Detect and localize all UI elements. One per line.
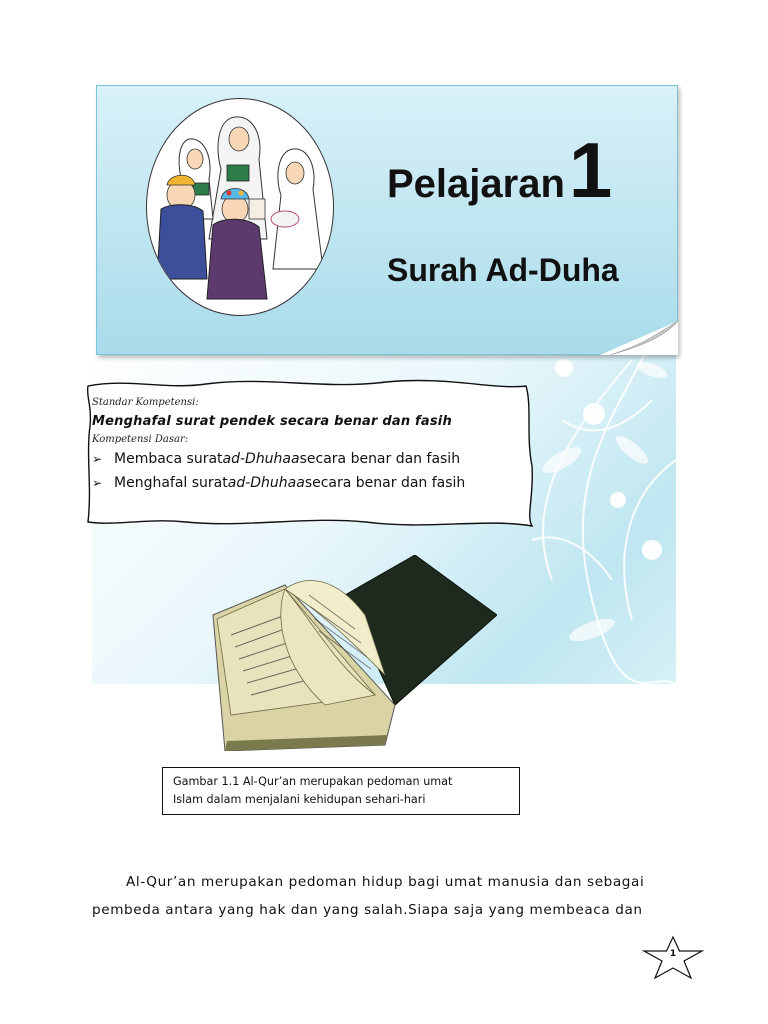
caption-line-2: Islam dalam menjalani kehidupan sehari-hari — [173, 793, 426, 806]
surah-title: Surah Ad-Duha — [387, 252, 619, 288]
competency-item-emphasis: ad-Dhuhaa — [227, 475, 305, 491]
children-reading-illustration — [146, 98, 334, 316]
competency-item-text-before: Membaca surat — [114, 451, 223, 467]
quran-book-image — [205, 555, 497, 751]
body-paragraph — [92, 868, 676, 924]
competency-item-text-before: Menghafal surat — [114, 475, 228, 491]
lesson-header-card — [96, 85, 678, 355]
competency-item-text-after: secara benar dan fasih — [299, 451, 461, 467]
standard-competency-text: Menghafal surat pendek secara benar dan fasih — [92, 414, 452, 429]
page-number: 1 — [669, 949, 677, 959]
competency-item-text-after: secara benar dan fasih — [304, 475, 466, 491]
figure-caption — [162, 767, 520, 815]
standard-competency-label: Standar Kompetensi: — [92, 397, 199, 408]
page-curl — [600, 321, 678, 355]
competency-box — [86, 376, 534, 528]
competency-item-emphasis: ad-Dhuhaa — [222, 451, 300, 467]
lesson-number: 1 — [568, 126, 613, 214]
competency-item — [92, 471, 532, 495]
basic-competency-label: Kompetensi Dasar: — [92, 434, 189, 445]
caption-line-1: Gambar 1.1 Al-Qur’an merupakan pedoman umat — [173, 775, 453, 788]
lesson-word: Pelajaran — [387, 162, 565, 206]
paragraph-line-2: pembeda antara yang hak dan yang salah.Siapa saja yang membeaca dan — [92, 902, 643, 918]
arrow-bullet-icon: ➢ — [92, 476, 103, 490]
lesson-title — [387, 126, 613, 214]
competency-item — [92, 447, 532, 471]
paragraph-line-1: Al-Qur’an merupakan pedoman hidup bagi umat manusia dan sebagai — [126, 874, 645, 890]
arrow-bullet-icon: ➢ — [92, 452, 103, 466]
